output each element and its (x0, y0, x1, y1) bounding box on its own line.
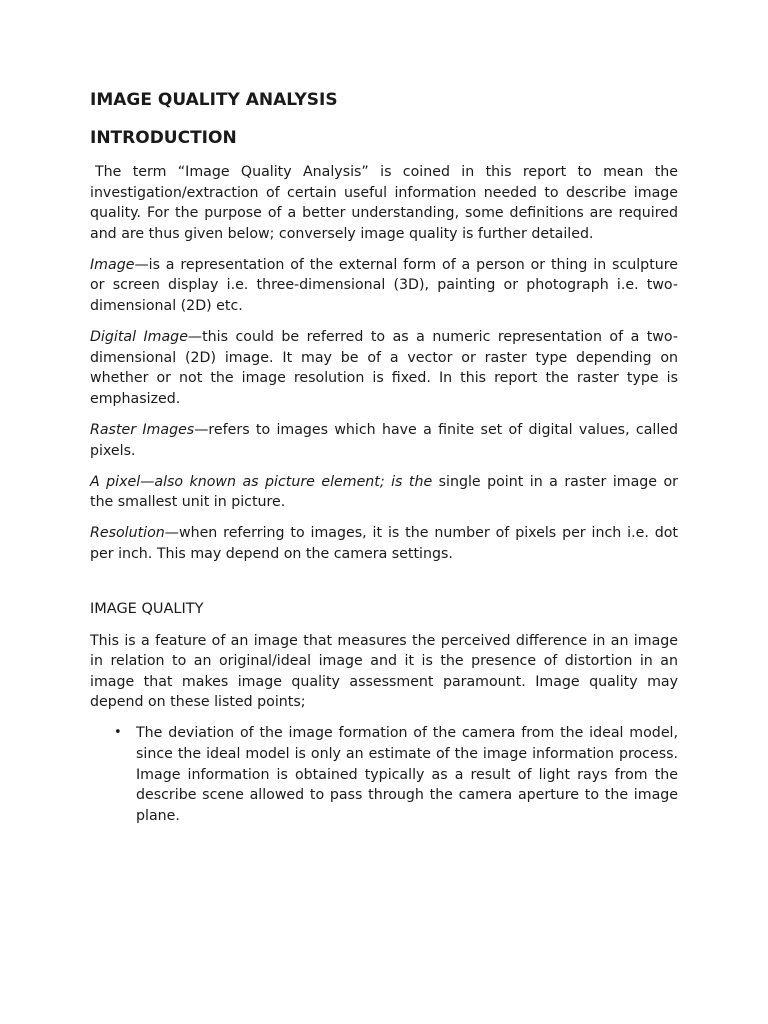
image-quality-paragraph: This is a feature of an image that measures the perceived difference in an image in relation to an original/ideal image and it is the presence of distortion in an image that makes image quality assessment paramount. Image quality may depend on these listed points; (90, 632, 678, 711)
definition-digital-image (90, 327, 678, 409)
introduction-paragraph: The term “Image Quality Analysis” is coined in this report to mean the investigation/extraction of certain useful information needed to describe image quality. For the purpose of a better understanding, some definitions are required and are thus given below; conversely image quality is further detailed. (90, 164, 678, 242)
definition-resolution (90, 523, 678, 564)
introduction-heading: INTRODUCTION (90, 128, 237, 148)
definition-term: Digital Image (90, 329, 188, 346)
definition-term: Image (90, 256, 135, 273)
quality-factors-list (90, 723, 678, 826)
definition-raster-images (90, 420, 678, 461)
image-quality-heading: IMAGE QUALITY (90, 600, 204, 617)
list-item-text: The deviation of the image formation of the camera from the ideal model, since the ideal model is only an estimate of the image information process. Image information is obtained typically as a result of light rays from the describe scene allowed to pass through the camera aperture to the image plane. (136, 725, 678, 824)
definition-image (90, 255, 678, 317)
list-item (114, 723, 678, 826)
definition-term: Raster Images (90, 422, 195, 439)
definition-pixel (90, 472, 678, 513)
definition-text: single point in a raster image or the smallest unit in picture. (90, 473, 678, 511)
document-title: IMAGE QUALITY ANALYSIS (90, 90, 338, 110)
definition-text: —is a representation of the external form of a person or thing in sculpture or screen display i.e. three-dimensional (3D), painting or photograph i.e. two-dimensional (2D) etc. (90, 256, 678, 315)
document-page (90, 88, 678, 826)
definition-text: —when referring to images, it is the number of pixels per inch i.e. dot per inch. This may depend on the camera settings. (90, 525, 678, 562)
definition-text: —refers to images which have a finite set of digital values, called pixels. (90, 422, 678, 459)
definition-term: A pixel—also known as picture element; is the (90, 473, 433, 490)
definition-term: Resolution (90, 525, 165, 542)
definition-text: —this could be referred to as a numeric representation of a two-dimensional (2D) image. It may be of a vector or raster type depending on whether or not the image resolution is fixed. In this report the raster type is emphasized. (90, 329, 678, 407)
bullet-icon: • (114, 725, 122, 741)
